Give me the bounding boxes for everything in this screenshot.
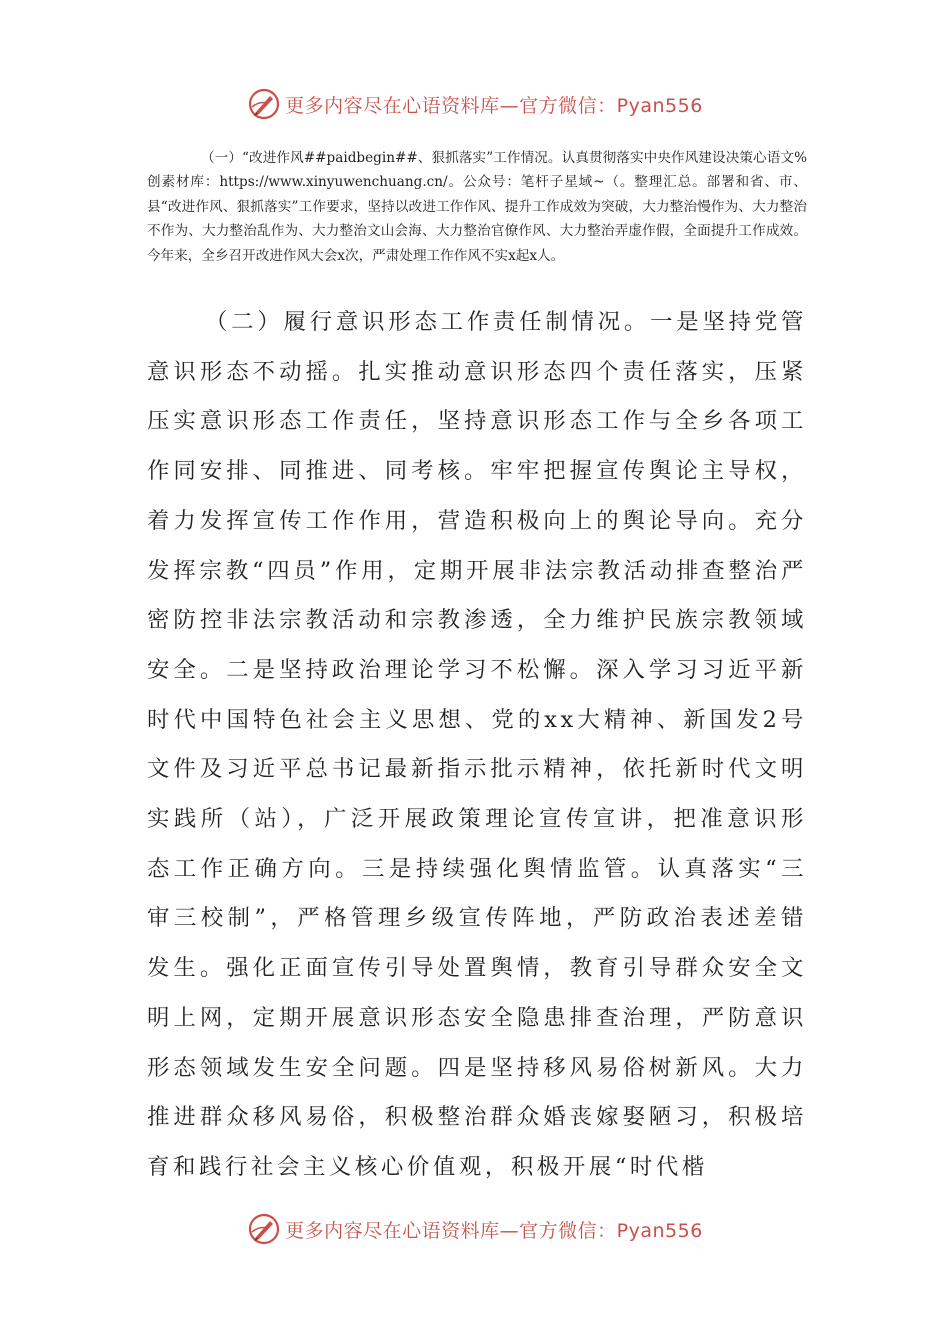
footer-banner-text: 更多内容尽在心语资料库—官方微信：Pyan556 [285, 1219, 703, 1242]
pen-logo-icon [247, 87, 281, 121]
intro-paragraph: （一）“改进作风##paidbegin##、狠抓落实”工作情况。认真贯彻落实中央作风建设决策心语文%创素材库：https://www.xinyuwenchuang.cn/。公众号：笔杆子星域~（。整理汇总。部署和省、市、县“改进作风、狠抓落实”工作要求，坚持以改进工作作风、提升工作成效为突破，大力整治慢作为、大力整治不作为、大力整治乱作为、大力整治文山会海、大力整治官僚作风、大力整治弄虚作假，全面提升工作成效。今年来，全乡召开改进作风大会x次，严肃处理工作作风不实x起x人。 [147, 150, 807, 264]
header-banner-text: 更多内容尽在心语资料库—官方微信：Pyan556 [285, 94, 703, 117]
pen-logo-icon [247, 1212, 281, 1246]
header-banner [0, 84, 950, 124]
footer-banner [0, 1209, 950, 1249]
main-paragraph: （二）履行意识形态工作责任制情况。一是坚持党管意识形态不动摇。扎实推动意识形态四个责任落实，压紧压实意识形态工作责任，坚持意识形态工作与全乡各项工作同安排、同推进、同考核。牢牢把握宣传舆论主导权，着力发挥宣传工作作用，营造积极向上的舆论导向。充分发挥宗教“四员”作用，定期开展非法宗教活动排查整治严密防控非法宗教活动和宗教渗透，全力维护民族宗教领域安全。二是坚持政治理论学习不松懈。深入学习习近平新时代中国特色社会主义思想、党的xx大精神、新国发2号文件及习近平总书记最新指示批示精神，依托新时代文明实践所（站），广泛开展政策理论宣传宣讲，把准意识形态工作正确方向。三是持续强化舆情监管。认真落实“三审三校制”，严格管理乡级宣传阵地，严防政治表述差错发生。强化正面宣传引导处置舆情，教育引导群众安全文明上网，定期开展意识形态安全隐患排查治理，严防意识形态领域发生安全问题。四是坚持移风易俗树新风。大力推进群众移风易俗，积极整治群众婚丧嫁娶陋习，积极培育和践行社会主义核心价值观，积极开展“时代楷 [147, 309, 807, 1180]
